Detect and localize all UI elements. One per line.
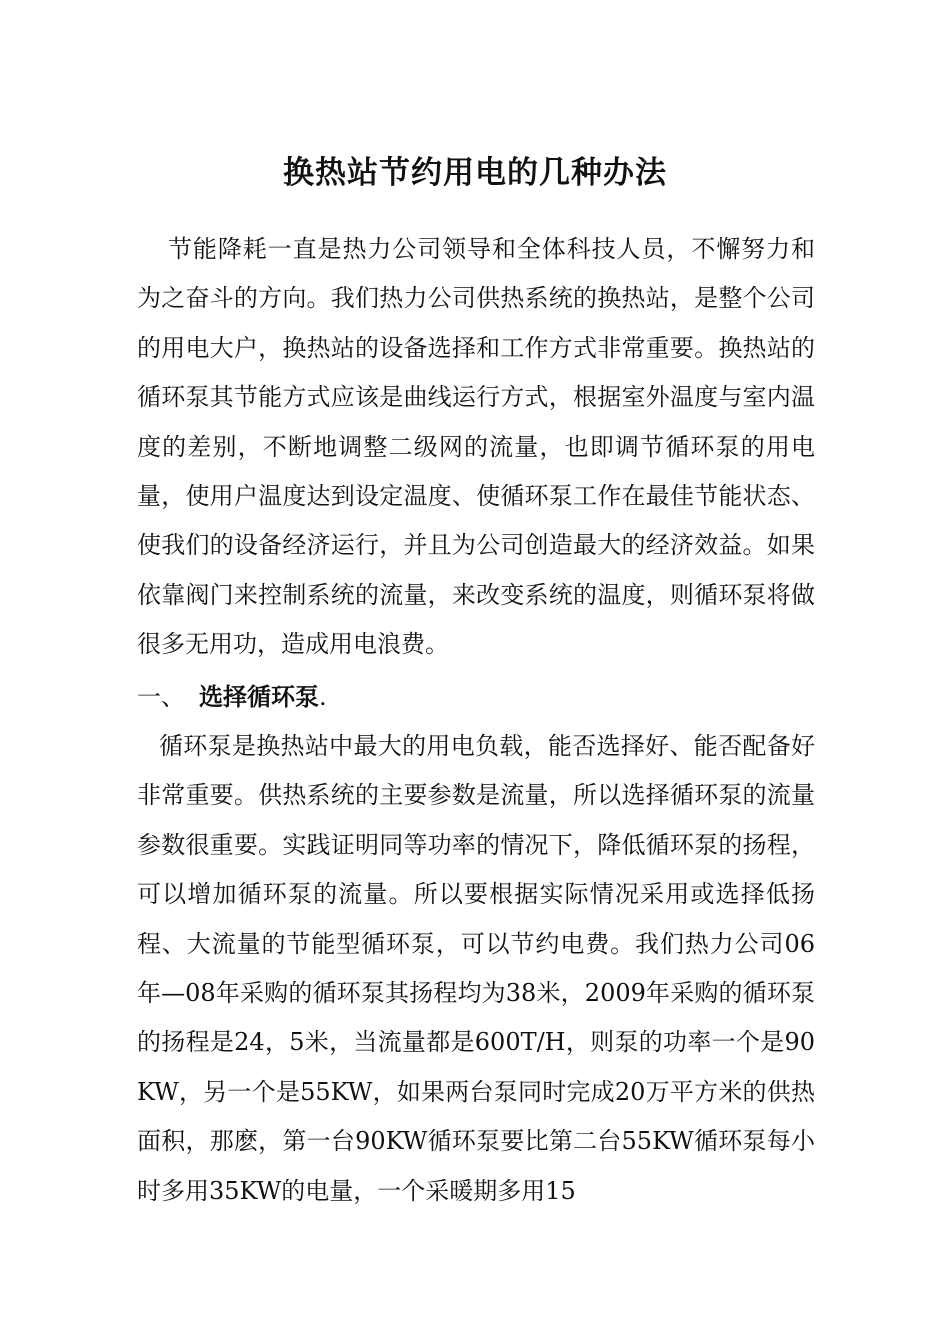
- section-number: 一、: [137, 683, 185, 711]
- section-heading-text: 选择循环泵: [199, 683, 319, 711]
- section-heading-suffix: .: [319, 683, 327, 711]
- document-title: 换热站节约用电的几种办法: [283, 154, 667, 191]
- section-paragraph: 循环泵是换热站中最大的用电负载，能否选择好、能否配备好非常重要。供热系统的主要参数是流量，所以选择循环泵的流量参数很重要。实践证明同等功率的情况下，降低循环泵的扬程，可以增加循环泵的流量。所以要根据实际情况采用或选择低扬程、大流量的节能型循环泵，可以节约电费。我们热力公司06年—08年采购的循环泵其扬程均为38米，2009年采购的循环泵的扬程是24，5米，当流量都是600T/H，则泵的功率一个是90KW，另一个是55KW，如果两台泵同时完成20万平方米的供热面积，那麽，第一台90KW循环泵要比第二台55KW循环泵每小时多用35KW的电量，一个采暖期多用15: [137, 732, 815, 1205]
- section-heading: [137, 673, 815, 722]
- intro-paragraph: 节能降耗一直是热力公司领导和全体科技人员，不懈努力和为之奋斗的方向。我们热力公司供热系统的换热站，是整个公司的用电大户，换热站的设备选择和工作方式非常重要。换热站的循环泵其节能方式应该是曲线运行方式，根据室外温度与室内温度的差别，不断地调整二级网的流量，也即调节循环泵的用电量，使用户温度达到设定温度、使循环泵工作在最佳节能状态、使我们的设备经济运行，并且为公司创造最大的经济效益。如果依靠阀门来控制系统的流量，来改变系统的温度，则循环泵将做很多无用功，造成用电浪费。: [137, 235, 815, 659]
